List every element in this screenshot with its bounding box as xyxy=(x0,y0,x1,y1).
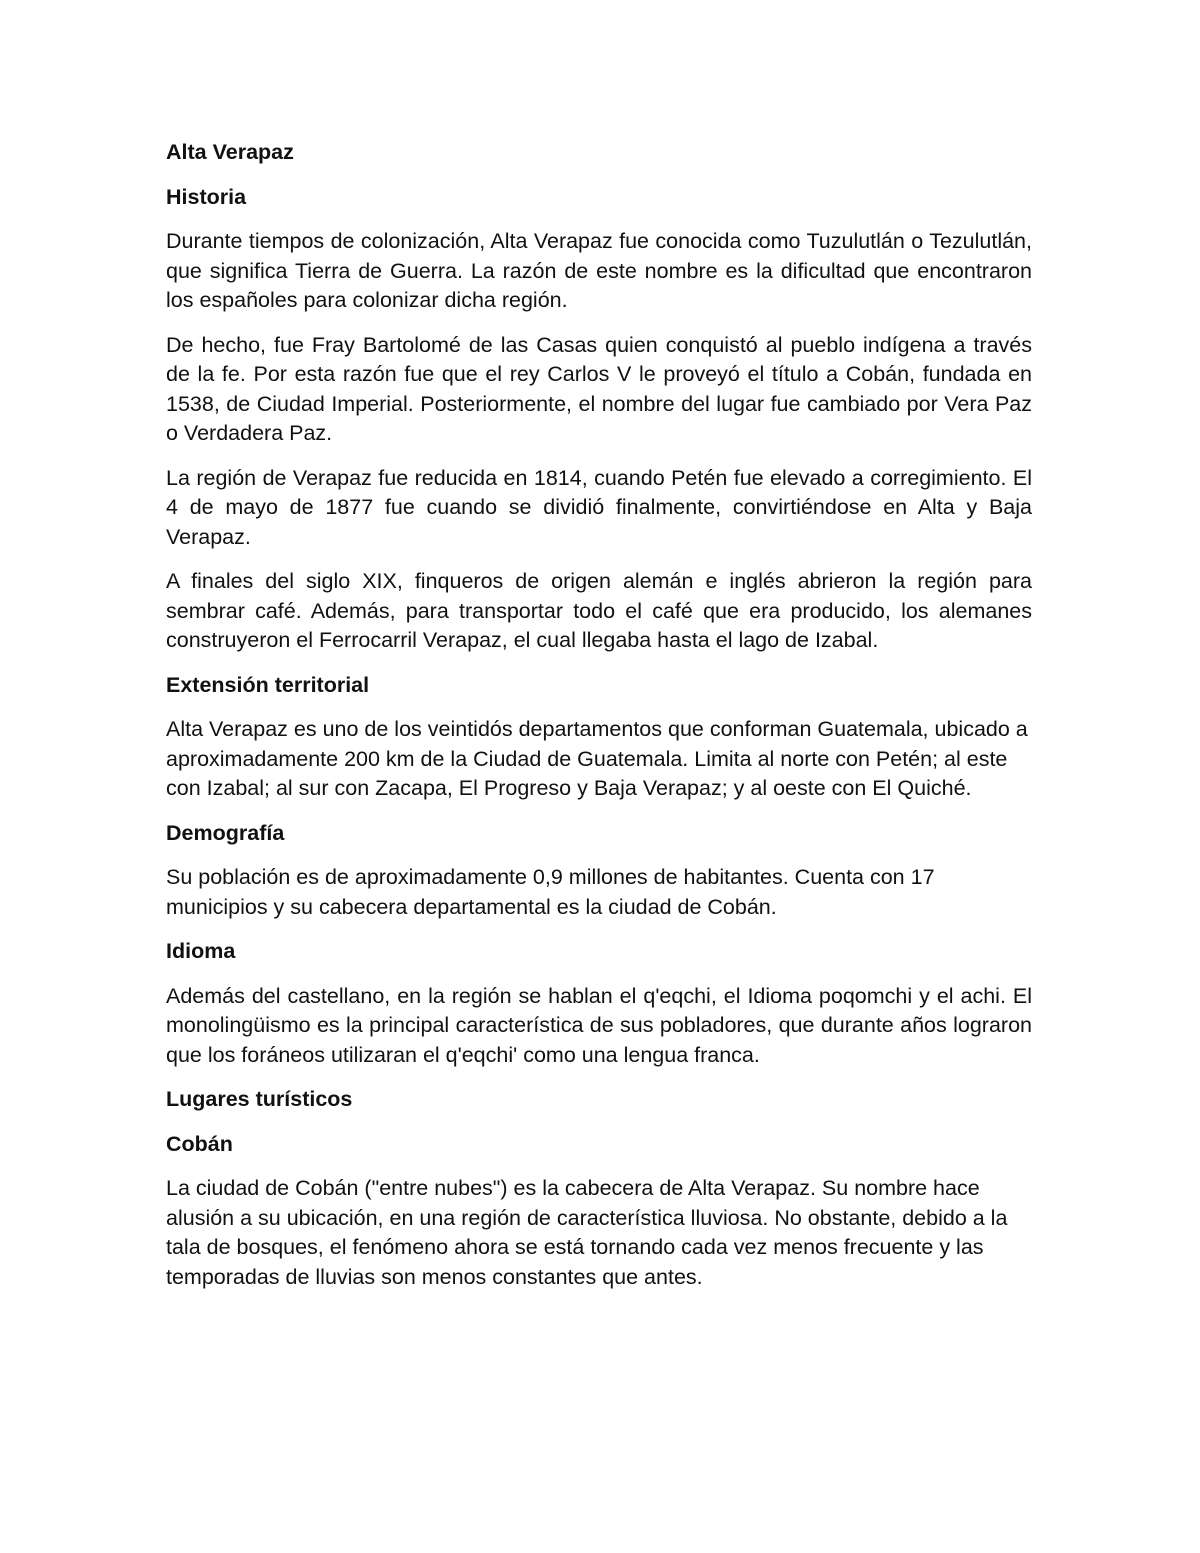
paragraph: La ciudad de Cobán ("entre nubes") es la cabecera de Alta Verapaz. Su nombre hace alusión a su ubicación, en una región de característica lluviosa. No obstante, debido a la tala de bosques, el fenómeno ahora se está tornando cada vez menos frecuente y las temporadas de lluvias son menos constantes que antes. xyxy=(166,1176,1008,1289)
paragraph: De hecho, fue Fray Bartolomé de las Casas quien conquistó al pueblo indígena a través de la fe. Por esta razón fue que el rey Carlos V le proveyó el título a Cobán, fundada en 1538, de Ciudad Imperial. Posteriormente, el nombre del lugar fue cambiado por Vera Paz o Verdadera Paz. xyxy=(166,332,1032,445)
paragraph: Además del castellano, en la región se hablan el q'eqchi, el Idioma poqomchi y el achi. El monolingüismo es la principal característica de sus pobladores, que durante años lograron que los foráneos utilizaran el q'eqchi' como una lengua franca. xyxy=(166,983,1032,1067)
paragraph: Su población es de aproximadamente 0,9 millones de habitantes. Cuenta con 17 municipios y su cabecera departamental es la ciudad de Cobán. xyxy=(166,865,935,919)
paragraph: Alta Verapaz es uno de los veintidós departamentos que conforman Guatemala, ubicado a aproximadamente 200 km de la Ciudad de Guatemala. Limita al norte con Petén; al este con Izabal; al sur con Zacapa, El Progreso y Baja Verapaz; y al oeste con El Quiché. xyxy=(166,717,1028,800)
heading-extension-territorial: Extensión territorial xyxy=(166,672,370,697)
heading-demografia: Demografía xyxy=(166,820,285,845)
paragraph: Durante tiempos de colonización, Alta Verapaz fue conocida como Tuzulutlán o Tezulutlán, que significa Tierra de Guerra. La razón de este nombre es la dificultad que encontraron los españoles para colonizar dicha región. xyxy=(166,229,1032,312)
heading-coban: Cobán xyxy=(166,1131,233,1156)
document-title: Alta Verapaz xyxy=(166,140,294,164)
paragraph: La región de Verapaz fue reducida en 1814, cuando Petén fue elevado a corregimiento. El 4 de mayo de 1877 fue cuando se dividió finalmente, convirtiéndose en Alta y Baja Verapaz. xyxy=(166,465,1032,549)
paragraph: A finales del siglo XIX, finqueros de origen alemán e inglés abrieron la región para sembrar café. Además, para transportar todo el café que era producido, los alemanes construyeron el Ferrocarril Verapaz, el cual llegaba hasta el lago de Izabal. xyxy=(166,569,1032,652)
heading-lugares-turisticos: Lugares turísticos xyxy=(166,1087,353,1111)
heading-historia: Historia xyxy=(166,184,247,209)
heading-idioma: Idioma xyxy=(166,939,236,963)
document-page xyxy=(166,138,1032,1307)
